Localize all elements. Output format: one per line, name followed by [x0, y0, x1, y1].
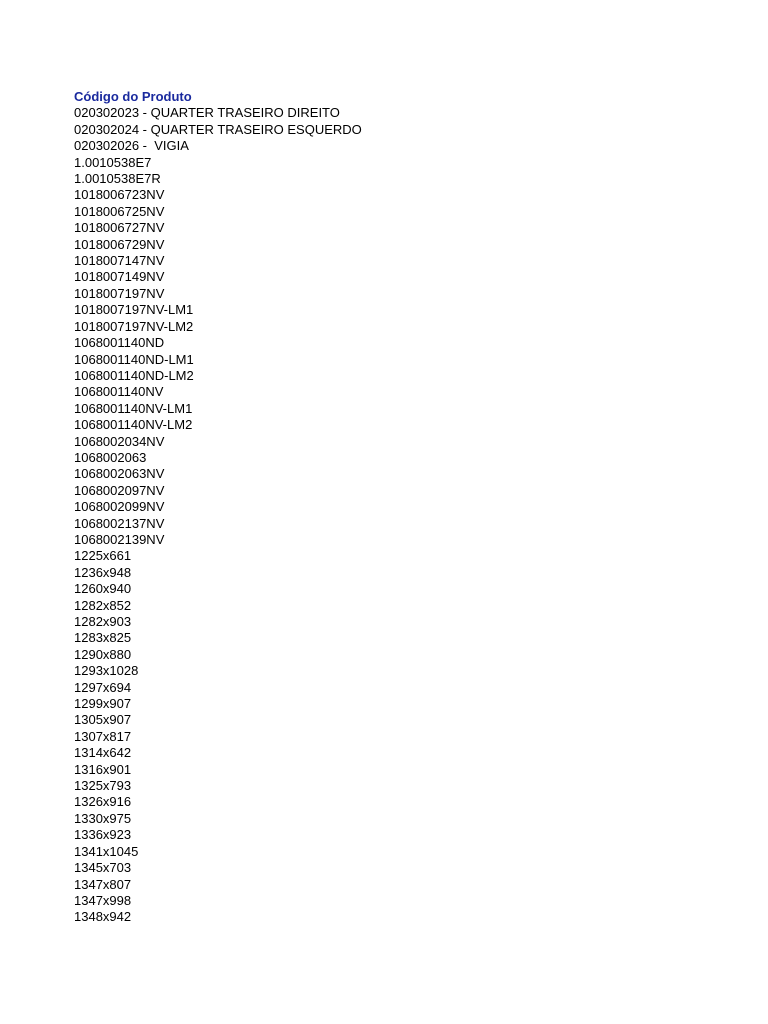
product-code-row: 1068002139NV — [74, 531, 165, 547]
product-code-row: 1018006729NV — [74, 236, 165, 252]
product-code-row: 1068001140NV-LM2 — [74, 417, 193, 433]
product-code-row: 1068002137NV — [74, 515, 165, 531]
product-code-row: 1018006727NV — [74, 220, 165, 236]
product-code-row: 1325x793 — [74, 778, 132, 794]
product-code-row: 1068002099NV — [74, 499, 165, 515]
product-code-row: 1.0010538E7R — [74, 171, 161, 187]
product-code-row: 1347x998 — [74, 892, 132, 908]
product-code-row: 1068001140ND — [74, 335, 165, 351]
product-code-row: 1330x975 — [74, 810, 132, 826]
product-code-row: 1297x694 — [74, 679, 132, 695]
product-code-row: 1283x825 — [74, 630, 132, 646]
product-code-row: 1282x852 — [74, 597, 132, 613]
product-code-row: 1225x661 — [74, 548, 132, 564]
product-code-row: 1305x907 — [74, 712, 132, 728]
product-code-row: 1068002063 — [74, 449, 147, 465]
product-code-row: 1236x948 — [74, 564, 132, 580]
product-code-list — [74, 105, 734, 925]
product-code-row: 1341x1045 — [74, 843, 139, 859]
product-code-row: 1068002097NV — [74, 482, 165, 498]
product-code-row: 1314x642 — [74, 745, 132, 761]
product-code-row: 1018007149NV — [74, 269, 165, 285]
product-code-row: 1018007197NV-LM2 — [74, 318, 194, 334]
product-code-row: 1068001140ND-LM2 — [74, 367, 194, 383]
product-code-row: 020302024 - QUARTER TRASEIRO ESQUERDO — [74, 121, 362, 137]
product-code-row: 1018006725NV — [74, 203, 165, 219]
document-page — [74, 89, 734, 926]
product-code-row: 1326x916 — [74, 794, 132, 810]
product-code-row: 1068002063NV — [74, 466, 165, 482]
product-code-row: 1290x880 — [74, 646, 132, 662]
product-code-row: 1307x817 — [74, 728, 132, 744]
product-code-row: 1299x907 — [74, 696, 132, 712]
product-code-row: 1345x703 — [74, 860, 132, 876]
product-code-row: 1336x923 — [74, 827, 132, 843]
product-code-row: 1347x807 — [74, 876, 132, 892]
product-code-row: 1282x903 — [74, 614, 132, 629]
product-code-row: 1018007197NV — [74, 285, 165, 301]
product-code-row: 1068001140NV — [74, 384, 164, 400]
product-code-row: 1018007197NV-LM1 — [74, 302, 194, 318]
product-code-row: 1.0010538E7 — [74, 154, 152, 170]
product-code-row: 1293x1028 — [74, 663, 139, 679]
product-code-row: 1316x901 — [74, 761, 132, 777]
product-code-row: 1348x942 — [74, 909, 132, 925]
product-code-row: 020302026 - VIGIA — [74, 138, 189, 154]
product-code-row: 1068001140ND-LM1 — [74, 351, 194, 367]
product-code-row: 1068001140NV-LM1 — [74, 400, 193, 416]
product-code-row: 1068002034NV — [74, 433, 165, 449]
product-code-row: 1260x940 — [74, 581, 132, 597]
column-header: Código do Produto — [74, 89, 192, 104]
product-code-row: 1018006723NV — [74, 187, 165, 203]
product-code-row: 020302023 - QUARTER TRASEIRO DIREITO — [74, 105, 340, 121]
product-code-row: 1018007147NV — [74, 253, 165, 269]
